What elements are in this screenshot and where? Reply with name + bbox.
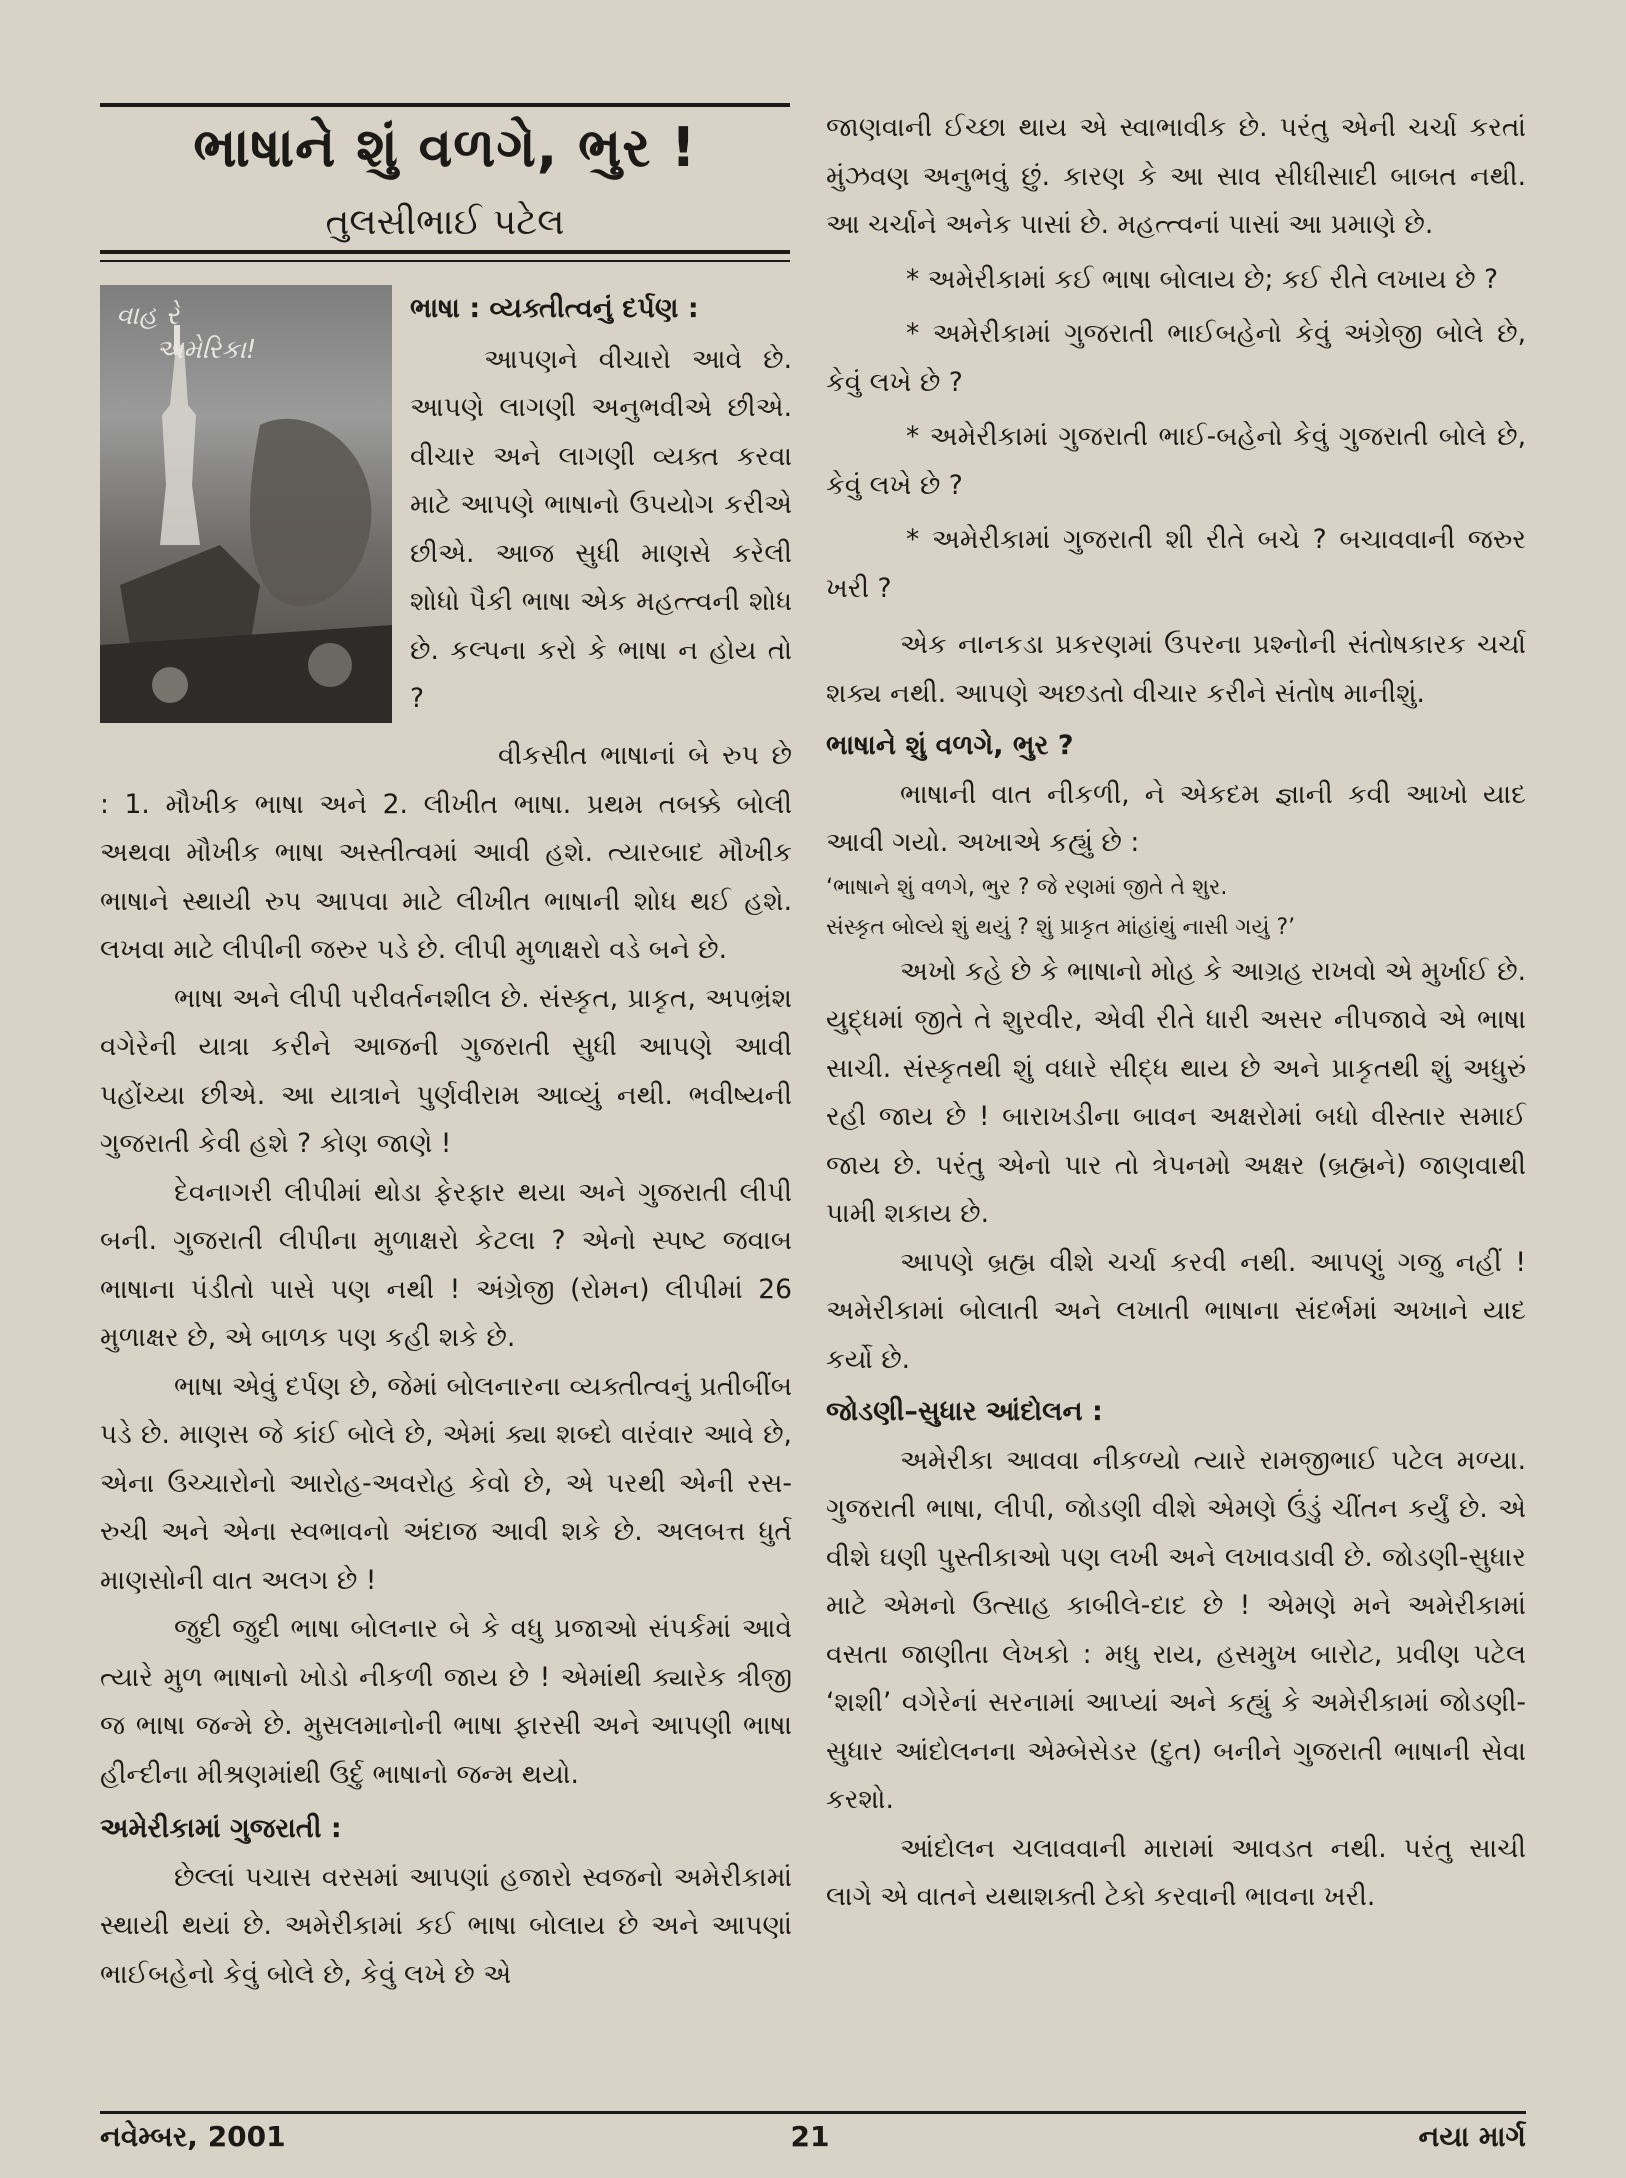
cover-title: વાહ રે અમેરિકા!	[116, 301, 257, 365]
title-bottom-rule-thin	[100, 260, 790, 262]
paragraph: ભાષાની વાત નીકળી, ને એકદમ જ્ઞાની કવી આખો યાદ આવી ગયો. અખાએ કહ્યું છે :	[826, 778, 1526, 858]
left-column	[100, 732, 792, 1999]
question-item: * અમેરીકામાં ગુજરાતી ભાઈ-બહેનો કેવું ગુજરાતી બોલે છે, કેવું લખે છે ?	[826, 421, 1526, 501]
paragraph: જુદી જુદી ભાષા બોલનાર બે કે વધુ પ્રજાઓ સંપર્કમાં આવે ત્યારે મુળ ભાષાનો ખોડો નીકળી જાય છે ! એમાંથી ક્યારેક ત્રીજી જ ભાષા જન્મે છે. મુસલમાનોની ભાષા ફારસી અને આપણી ભાષા હીન્દીના મીશ્રણમાંથી ઉર્દુ ભાષાનો જન્મ થયો.	[100, 1613, 792, 1790]
paragraph: જાણવાની ઈચ્છા થાય એ સ્વાભાવીક છે. પરંતુ એની ચર્ચા કરતાં મુંઝવણ અનુભવું છું. કારણ કે આ સાવ સીધીસાદી બાબત નથી. આ ચર્ચાને અનેક પાસાં છે. મહત્ત્વનાં પાસાં આ પ્રમાણે છે.	[826, 112, 1526, 240]
paragraph: વીકસીત ભાષાનાં બે રુપ છે : 1. મૌખીક ભાષા અને 2. લીખીત ભાષા. પ્રથમ તબક્કે બોલી અથવા મૌખીક ભાષા અસ્તીત્વમાં આવી હશે. ત્યારબાદ મૌખીક ભાષાને સ્થાયી રુપ આપવા માટે લીખીત ભાષાની શોધ થઈ હશે. લખવા માટે લીપીની જરુર પડે છે. લીપી મુળાક્ષરો વડે બને છે.	[100, 740, 792, 965]
paragraph: આંદોલન ચલાવવાની મારામાં આવડત નથી. પરંતુ સાચી લાગે એ વાતને યથાશક્તી ટેકો કરવાની ભાવના ખરી.	[826, 1832, 1526, 1912]
paragraph: છેલ્લાં પચાસ વરસમાં આપણાં હજારો સ્વજનો અમેરીકામાં સ્થાયી થયાં છે. અમેરીકામાં કઈ ભાષા બોલાય છે અને આપણાં ભાઈબહેનો કેવું બોલે છે, કેવું લખે છે એ	[100, 1861, 792, 1990]
paragraph: એક નાનકડા પ્રકરણમાં ઉપરના પ્રશ્નોની સંતોષકારક ચર્ચા શક્ય નથી. આપણે અછડતો વીચાર કરીને સંતોષ માનીશું.	[826, 629, 1526, 709]
title-bottom-rule	[100, 250, 790, 254]
footer-date: નવેમ્બર, 2001	[100, 2120, 286, 2153]
paragraph: ભાષા એવું દર્પણ છે, જેમાં બોલનારના વ્યક્તીત્વનું પ્રતીબીંબ પડે છે. માણસ જે કાંઈ બોલે છે, એમાં ક્યા શબ્દો વારંવાર આવે છે, એના ઉચ્ચારોનો આરોહ-અવરોહ કેવો છે, એ પરથી એની રસ-રુચી અને એના સ્વભાવનો અંદાજ આવી શકે છે. અલબત્ત ધુર્ત માણસોની વાત અલગ છે !	[100, 1370, 792, 1596]
title-top-rule	[100, 103, 790, 107]
paragraph: ભાષા અને લીપી પરીવર્તનશીલ છે. સંસ્કૃત, પ્રાકૃત, અપભ્રંશ વગેરેની યાત્રા કરીને આજની ગુજરાતી સુધી આપણે આવી પહોંચ્યા છીએ. આ યાત્રાને પુર્ણવીરામ આવ્યું નથી. ભવીષ્યની ગુજરાતી કેવી હશે ? કોણ જાણે !	[100, 982, 792, 1159]
paragraph: અખો કહે છે કે ભાષાનો મોહ કે આગ્રહ રાખવો એ મુર્ખાઈ છે. યુદ્ધમાં જીતે તે શુરવીર, એવી રીતે ધારી અસર નીપજાવે એ ભાષા સાચી. સંસ્કૃતથી શું વધારે સીદ્ધ થાય છે અને પ્રાકૃતથી શું અધુરું રહી જાય છે ! બારાખડીના બાવન અક્ષરોમાં બધો વીસ્તાર સમાઈ જાય છે. પરંતુ એનો પાર તો ત્રેપનમો અક્ષર (બ્રહ્મને) જાણવાથી પામી શકાય છે.	[826, 955, 1526, 1229]
question-item: * અમેરીકામાં ગુજરાતી શી રીતે બચે ? બચાવવાની જરુર ખરી ?	[826, 524, 1526, 604]
quote-line: ‘ભાષાને શું વળગે, ભુર ? જે રણમાં જીતે તે શુર.	[826, 874, 1228, 900]
magazine-name: નયા માર્ગ	[1418, 2120, 1526, 2153]
question-item: * અમેરીકામાં કઈ ભાષા બોલાય છે; કઈ રીતે લખાય છે ?	[906, 263, 1499, 295]
intro-column	[410, 285, 792, 724]
paragraph: અમેરીકા આવવા નીકળ્યો ત્યારે રામજીભાઈ પટેલ મળ્યા. ગુજરાતી ભાષા, લીપી, જોડણી વીશે એમણે ઉંડું ચીંતન કર્યું છે. એ વીશે ઘણી પુસ્તીકાઓ પણ લખી અને લખાવડાવી છે. જોડણી-સુધાર માટે એમનો ઉત્સાહ કાબીલે-દાદ છે ! એમણે મને અમેરીકામાં વસતા જાણીતા લેખકો : મધુ રાય, હસમુખ બારોટ, પ્રવીણ પટેલ ‘શશી’ વગેરેનાં સરનામાં આપ્યાં અને કહ્યું કે અમેરીકામાં જોડણી-સુધાર આંદોલનના એમ્બેસેડર (દુત) બનીને ગુજરાતી ભાષાની સેવા કરશો.	[826, 1444, 1526, 1815]
right-column	[826, 104, 1526, 1922]
section-heading: અમેરીકામાં ગુજરાતી :	[100, 1813, 342, 1844]
quote-line: સંસ્કૃત બોલ્યે શું થયું ? શું પ્રાકૃત માંહાંથું નાસી ગયું ?’	[826, 914, 1296, 940]
section-heading: ભાષાને શું વળગે, ભુર ?	[826, 730, 1074, 761]
page-number: 21	[790, 2120, 830, 2153]
article-title: ભાષાને શું વળગે, ભુર !	[193, 116, 697, 179]
question-item: * અમેરીકામાં ગુજરાતી ભાઈબહેનો કેવું અંગ્રેજી બોલે છે, કેવું લખે છે ?	[826, 318, 1526, 398]
paragraph: આપણે બ્રહ્મ વીશે ચર્ચા કરવી નથી. આપણું ગજુ નહીં ! અમેરીકામાં બોલાતી અને લખાતી ભાષાના સંદર્ભમાં અખાને યાદ કર્યો છે.	[826, 1246, 1526, 1375]
paragraph: આપણને વીચારો આવે છે. આપણે લાગણી અનુભવીએ છીએ. વીચાર અને લાગણી વ્યક્ત કરવા માટે આપણે ભાષાનો ઉપયોગ કરીએ છીએ. આજ સુધી માણસે કરેલી શોધો પૈકી ભાષા એક મહત્ત્વની શોધ છે. કલ્પના કરો કે ભાષા ન હોય તો ?	[410, 343, 792, 714]
paragraph: દેવનાગરી લીપીમાં થોડા ફેરફાર થયા અને ગુજરાતી લીપી બની. ગુજરાતી લીપીના મુળાક્ષરો કેટલા ? એનો સ્પષ્ટ જવાબ ભાષાના પંડીતો પાસે પણ નથી ! અંગ્રેજી (રોમન) લીપીમાં 26 મુળાક્ષર છે, એ બાળક પણ કહી શકે છે.	[100, 1176, 792, 1353]
article-author: તુલસીભાઈ પટેલ	[325, 202, 565, 243]
section-heading: ભાષા : વ્યક્તીત્વનું દર્પણ :	[410, 293, 699, 324]
footer-rule	[100, 2111, 1526, 2114]
section-heading: જોડણી–સુધાર આંદોલન :	[826, 1396, 1103, 1427]
book-cover-image	[100, 285, 392, 723]
